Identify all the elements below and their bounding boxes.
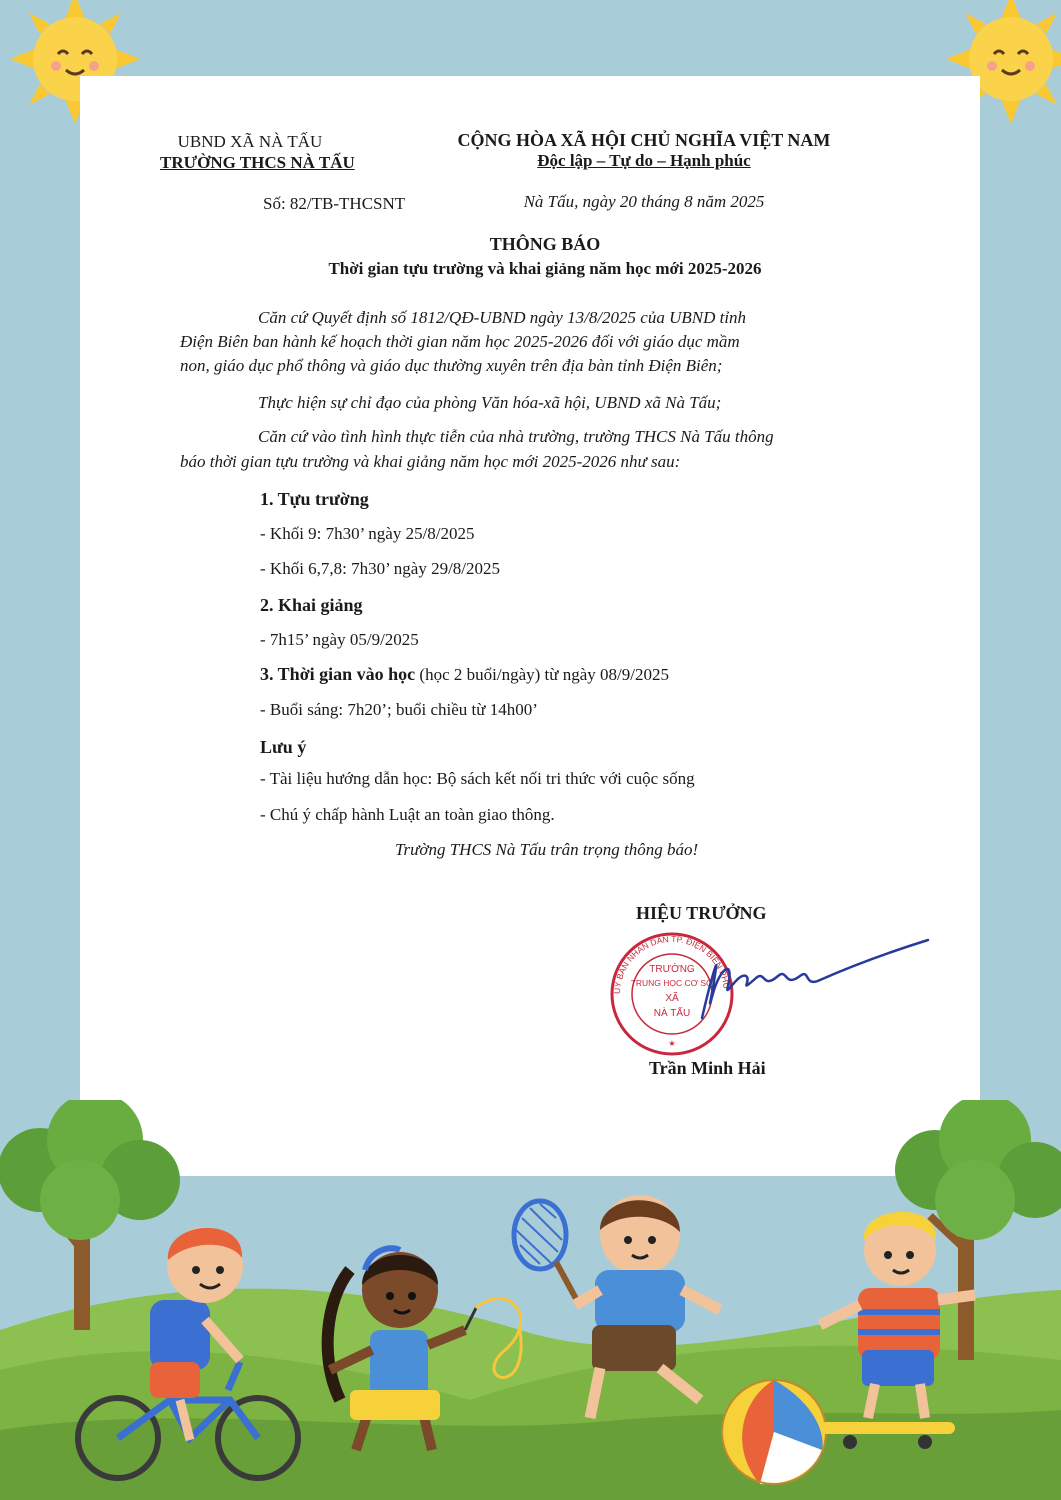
section-2-item-1: - 7h15’ ngày 05/9/2025 (260, 630, 419, 649)
stamp-line-3: XÃ (665, 993, 679, 1004)
place-date: Nà Tấu, ngày 20 tháng 8 năm 2025 (523, 192, 765, 211)
svg-text:★: ★ (668, 1039, 676, 1048)
closing-line: Trường THCS Nà Tấu trân trọng thông báo! (395, 840, 699, 859)
note-item-1: - Tài liệu hướng dẫn học: Bộ sách kết nối tri thức với cuộc sống (260, 769, 695, 788)
section-2-heading: 2. Khai giảng (260, 595, 363, 615)
page-title: THÔNG BÁO (489, 234, 601, 254)
handwritten-signature (702, 940, 928, 1018)
doc-number: Số: 82/TB-THCSNT (263, 194, 406, 213)
stamp-and-signature (606, 928, 936, 1058)
note-item-2: - Chú ý chấp hành Luật an toàn giao thông. (260, 805, 555, 824)
paragraph-3-line-1: Căn cứ vào tình hình thực tiễn của nhà trường, trường THCS Nà Tấu thông (258, 427, 774, 446)
stamp-line-1: TRƯỜNG (649, 964, 695, 975)
paragraph-1-line-1: Căn cứ Quyết định số 1812/QĐ-UBND ngày 13/8/2025 của UBND tỉnh (258, 308, 747, 327)
stamp-line-2: TRUNG HỌC CƠ SỞ (630, 978, 714, 988)
paragraph-3-line-2: báo thời gian tựu trường và khai giảng năm học mới 2025-2026 như sau: (180, 452, 681, 471)
playground-scene (0, 1100, 1061, 1500)
stamp-line-4: NÀ TẤU (653, 1008, 691, 1019)
header-school: TRƯỜNG THCS NÀ TẤU (160, 153, 355, 172)
section-3-heading: 3. Thời gian vào học (260, 664, 416, 684)
paragraph-1-line-2: Điện Biên ban hành kế hoạch thời gian năm học 2025-2026 đối với giáo dục mầm (180, 332, 740, 351)
signer-name: Trần Minh Hải (649, 1058, 766, 1078)
header-national-title: CỘNG HÒA XÃ HỘI CHỦ NGHĨA VIỆT NAM (457, 130, 831, 150)
note-heading: Lưu ý (260, 737, 307, 757)
paragraph-1-line-3: non, giáo dục phổ thông và giáo dục thường xuyên trên địa bàn tỉnh Điện Biên; (180, 356, 723, 375)
beach-ball-icon (722, 1380, 826, 1484)
section-3-heading-detail: (học 2 buổi/ngày) từ ngày 08/9/2025 (415, 665, 669, 684)
page-subtitle: Thời gian tựu trường và khai giảng năm học mới 2025-2026 (328, 259, 762, 278)
section-1-heading: 1. Tựu trường (260, 489, 369, 509)
header-motto: Độc lập – Tự do – Hạnh phúc (537, 151, 751, 170)
stamp-arc-text: UỶ BAN NHÂN DÂN TP. ĐIỆN BIÊN PHỦ (611, 933, 732, 995)
section-1-item-2: - Khối 6,7,8: 7h30’ ngày 29/8/2025 (260, 559, 501, 578)
signature-role: HIỆU TRƯỞNG (636, 903, 767, 923)
section-3-item-1: - Buổi sáng: 7h20’; buổi chiều từ 14h00’ (260, 700, 538, 719)
paragraph-2: Thực hiện sự chỉ đạo của phòng Văn hóa-xã hội, UBND xã Nà Tấu; (258, 393, 722, 412)
section-1-item-1: - Khối 9: 7h30’ ngày 25/8/2025 (260, 524, 475, 543)
section-3-heading-line (260, 664, 669, 685)
header-authority: UBND XÃ NÀ TẤU (177, 132, 323, 151)
